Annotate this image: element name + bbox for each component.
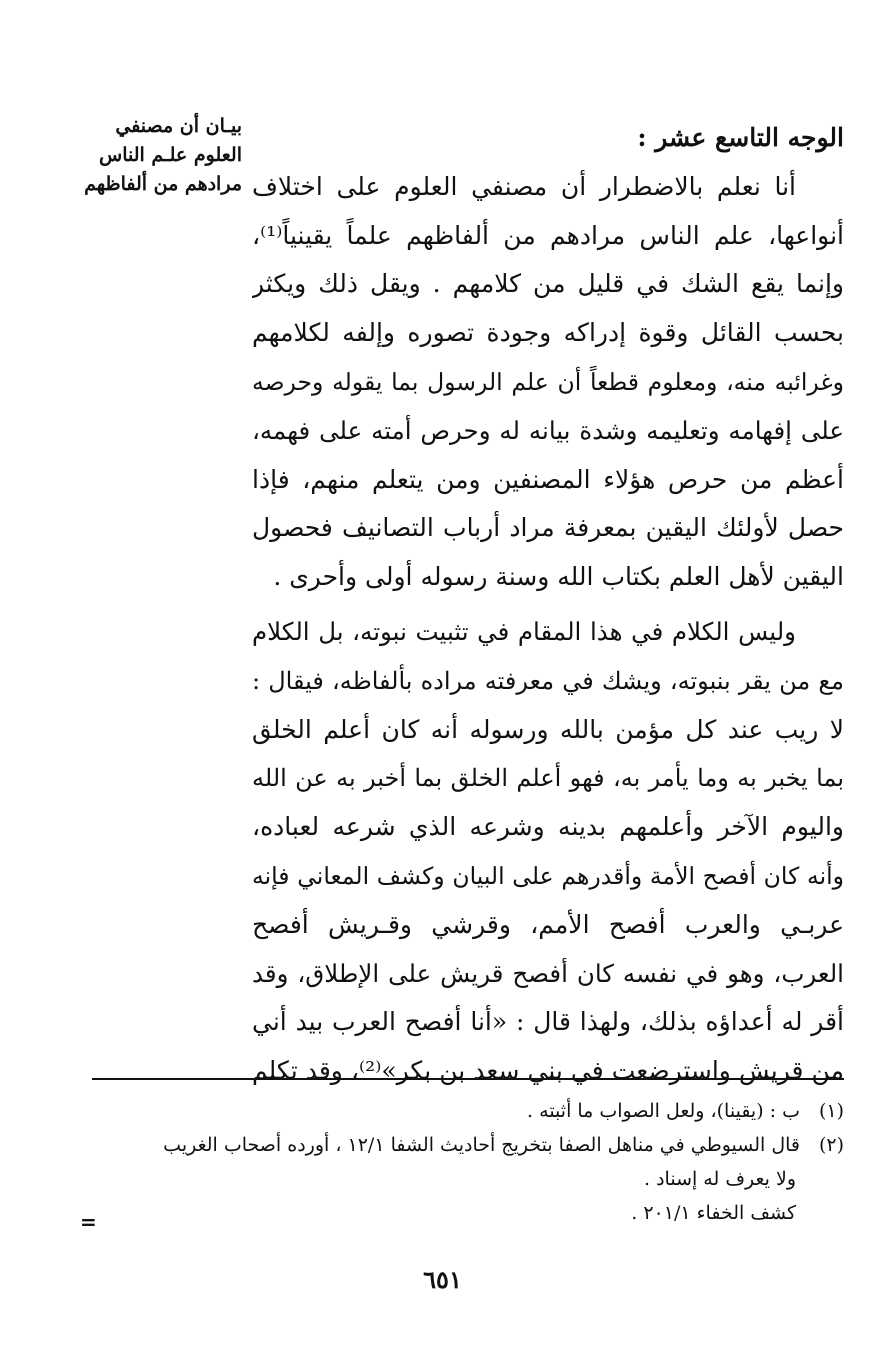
text-line: لا ريب عند كل مؤمن بالله ورسوله أنه كان أعلم الخلق bbox=[252, 714, 844, 744]
text-line: من قريش واسترضعت في بني سعد بن بكر»⁽²⁾، وقد تكلم bbox=[252, 1056, 844, 1086]
text-line: على إفهامه وتعليمه وشدة بيانه له وحرص أمته على فهمه، bbox=[252, 415, 844, 445]
page-number: ٦٥١ bbox=[423, 1265, 462, 1294]
text-line: مع من يقر بنبوته، ويشك في معرفته مراده بألفاظه، فيقال : bbox=[252, 666, 844, 695]
text-line: بحسب القائل وقوة إدراكه وجودة تصوره وإلفه لكلامهم bbox=[252, 318, 844, 348]
main-text bbox=[252, 114, 844, 1096]
footnote-2-continuation: ولا يعرف له إسناد . bbox=[644, 1168, 796, 1190]
text-line: العرب، وهو في نفسه كان أفصح قريش على الإطلاق، وقد bbox=[252, 958, 844, 988]
footnote-1 bbox=[92, 1094, 844, 1128]
text-line: عربـي والعرب أفصح الأمم، وقرشي وقـريش أفصح bbox=[252, 909, 844, 939]
margin-note-line: العلوم علـم الناس bbox=[99, 144, 242, 166]
section-heading: الوجه التاسع عشر : bbox=[637, 123, 844, 152]
margin-note bbox=[84, 112, 242, 199]
text-line: بما يخبر به وما يأمر به، فهو أعلم الخلق بما أخبر به عن الله bbox=[252, 764, 844, 793]
text-line: وأنه كان أفصح الأمة وأقدرهم على البيان وكشف المعاني فإنه bbox=[252, 861, 844, 890]
footnotes bbox=[92, 1094, 844, 1230]
margin-note-line: بيـان أن مصنفي bbox=[115, 115, 242, 137]
footnote-text: ب : (يقينا)، ولعل الصواب ما أثبته . bbox=[527, 1100, 800, 1122]
footnote-2-continuation: كشف الخفاء ٢٠١/١ . bbox=[631, 1202, 796, 1224]
text-line: وغرائبه منه، ومعلوم قطعاً أن علم الرسول بما يقوله وحرصه bbox=[252, 367, 844, 396]
text-line: أنواعها، علم الناس مرادهم من ألفاظهم علماً يقينياً⁽¹⁾، bbox=[252, 220, 844, 250]
text-line: وليس الكلام في هذا المقام في تثبيت نبوته، بل الكلام bbox=[252, 616, 796, 646]
footnote-divider bbox=[92, 1078, 844, 1080]
text-line: اليقين لأهل العلم بكتاب الله وسنة رسوله أولى وأحرى . bbox=[273, 562, 844, 592]
text-line: وإنما يقع الشك في قليل من كلامهم . ويقل ذلك ويكثر bbox=[252, 269, 844, 299]
text-line: واليوم الآخر وأعلمهم بدينه وشرعه الذي شرعه لعباده، bbox=[252, 812, 844, 842]
continuation-mark: = bbox=[80, 1210, 97, 1234]
text-line: أنا نعلم بالاضطرار أن مصنفي العلوم على اختلاف bbox=[252, 171, 796, 201]
footnote-2 bbox=[92, 1128, 844, 1162]
text-line: أقر له أعداؤه بذلك، ولهذا قال : «أنا أفصح العرب بيد أني bbox=[252, 1007, 844, 1037]
text-line: أعظم من حرص هؤلاء المصنفين ومن يتعلم منهم، فإذا bbox=[252, 464, 844, 494]
footnote-number: (١) bbox=[818, 1100, 844, 1122]
margin-note-line: مرادهم من ألفاظهم bbox=[84, 173, 242, 195]
text-line: حصل لأولئك اليقين بمعرفة مراد أرباب التصانيف فحصول bbox=[252, 513, 844, 543]
footnote-number: (٢) bbox=[818, 1134, 844, 1156]
footnote-text: قال السيوطي في مناهل الصفا بتخريج أحاديث الشفا ١٢/١ ، أورده أصحاب الغريب bbox=[163, 1134, 800, 1156]
